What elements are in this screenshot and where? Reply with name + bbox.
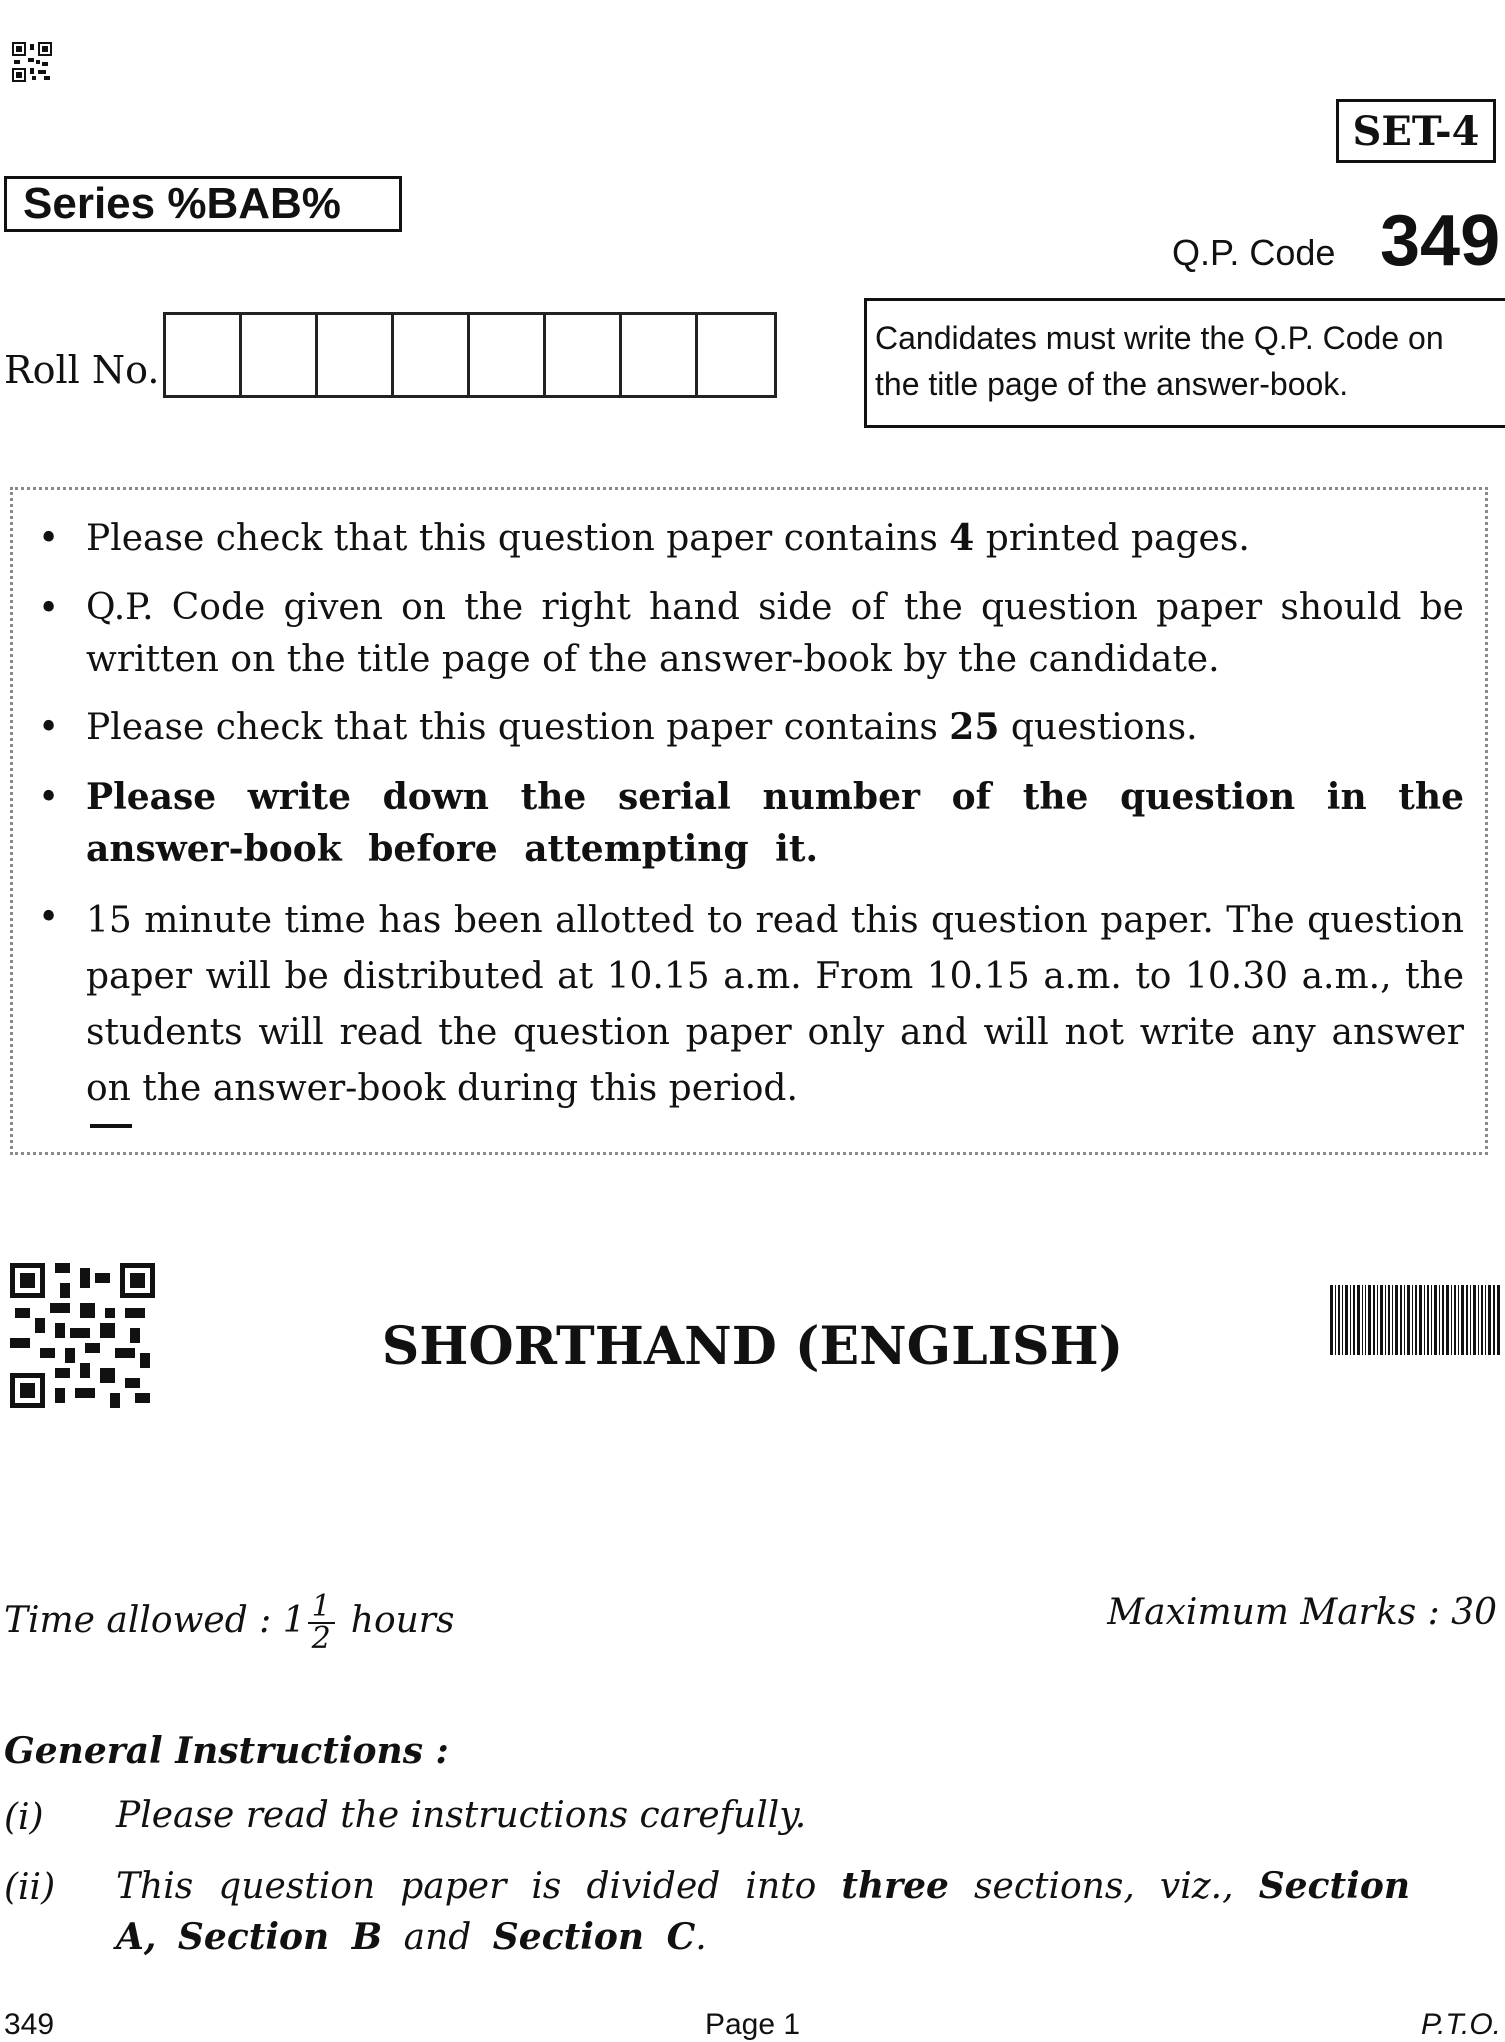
bullet-icon: • bbox=[38, 518, 60, 559]
instruction-item-bold: Please write down the serial number of the question in the answer-book before attempting it. bbox=[86, 776, 1464, 870]
instruction-item: 15 minute time has been allotted to read this question paper. The question paper will be distributed at 10.15 a.m. From 10.15 a.m. to 10.30 a.m., the students will read the question paper only and will not write any answer on the answer-book during this period. bbox=[86, 900, 1464, 1109]
footer-pto: P.T.O. bbox=[1420, 2008, 1501, 2041]
instruction-number: (i) bbox=[4, 1797, 44, 1838]
footer-page-number: Page 1 bbox=[704, 2008, 801, 2041]
roll-number-cell[interactable] bbox=[698, 315, 774, 395]
qp-code-label: Q.P. Code bbox=[1172, 232, 1336, 273]
roll-number-label: Roll No. bbox=[4, 348, 160, 392]
roll-number-cell[interactable] bbox=[394, 315, 470, 395]
fraction: $\frac{1}{2}$ bbox=[308, 1592, 335, 1654]
bullet-icon: • bbox=[38, 707, 60, 748]
bullet-icon: • bbox=[38, 588, 60, 629]
candidate-note-line: Candidates must write the Q.P. Code on bbox=[875, 320, 1444, 356]
time-allowed: Time allowed : 1 $\frac{1}{2}$ hours bbox=[4, 1589, 455, 1656]
candidate-note-box bbox=[864, 298, 1505, 428]
roll-number-cell[interactable] bbox=[318, 315, 394, 395]
roll-number-cell[interactable] bbox=[622, 315, 698, 395]
maximum-marks: Maximum Marks : 30 bbox=[1107, 1592, 1497, 1633]
general-instruction-text: Please read the instructions carefully. bbox=[116, 1795, 807, 1836]
set-label-box bbox=[1336, 99, 1496, 163]
bullet-icon: • bbox=[38, 777, 60, 818]
general-instructions-heading: General Instructions : bbox=[4, 1730, 449, 1772]
dash-mark bbox=[90, 1124, 132, 1128]
instruction-item: Q.P. Code given on the right hand side of the question paper should be written on the title page of the answer-book by the candidate. bbox=[86, 587, 1464, 680]
roll-number-grid[interactable] bbox=[163, 312, 777, 398]
roll-number-cell[interactable] bbox=[470, 315, 546, 395]
roll-number-cell[interactable] bbox=[546, 315, 622, 395]
candidate-note-line: the title page of the answer-book. bbox=[875, 366, 1349, 402]
set-label: SET-4 bbox=[1352, 107, 1480, 155]
roll-number-cell[interactable] bbox=[242, 315, 318, 395]
subject-title: SHORTHAND (ENGLISH) bbox=[381, 1316, 1124, 1377]
qp-code-value: 349 bbox=[1380, 201, 1501, 281]
series-label: Series %BAB% bbox=[23, 179, 341, 228]
roll-number-cell[interactable] bbox=[166, 315, 242, 395]
general-instruction-text: This question paper is divided into three sections, viz., Section A, Section B and Section C. bbox=[116, 1865, 1410, 1958]
series-label-box bbox=[4, 176, 402, 232]
bullet-icon: • bbox=[38, 897, 60, 938]
qr-code-small-icon bbox=[12, 42, 52, 82]
footer-code: 349 bbox=[4, 2008, 55, 2041]
instruction-number: (ii) bbox=[4, 1867, 56, 1908]
instruction-item: Please check that this question paper contains 4 printed pages. bbox=[86, 517, 1250, 559]
instruction-item: Please check that this question paper contains 25 questions. bbox=[86, 706, 1198, 748]
